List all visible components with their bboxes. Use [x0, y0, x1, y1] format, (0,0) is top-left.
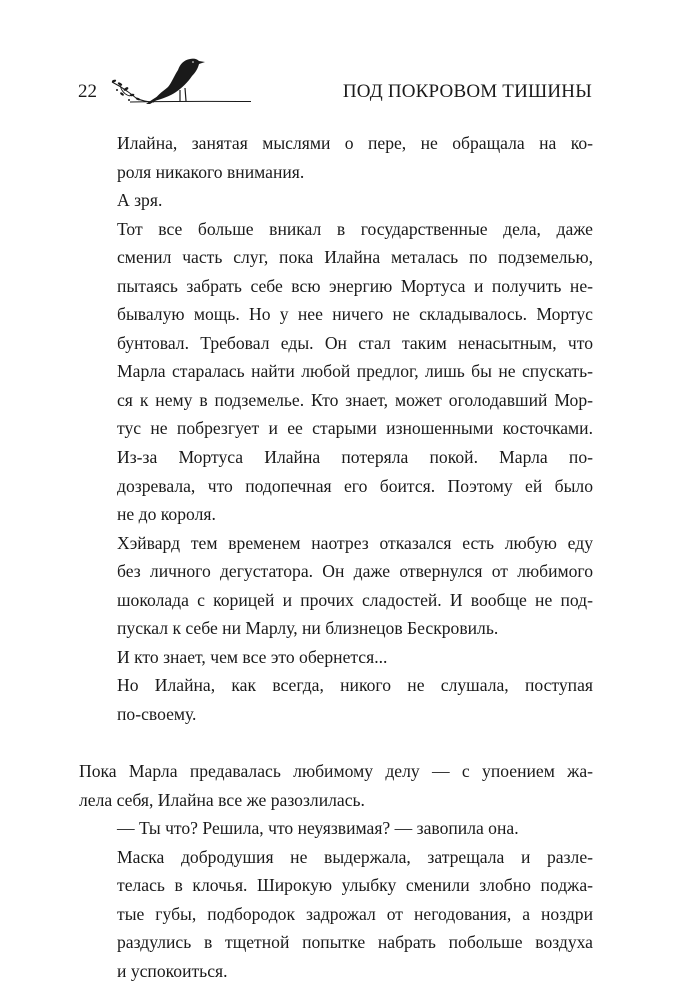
text-line: и успокоиться. [117, 960, 228, 981]
text-line: по-своему. [117, 703, 197, 724]
text-line: Пока Марла предавалась любимому делу — с упоением жа- [79, 761, 593, 782]
text-line: — Ты что? Решила, что неуязвимая? — завопила она. [117, 818, 519, 839]
text-line: Тот все больше вникал в государственные дела, даже [117, 218, 593, 239]
paragraph [79, 814, 593, 843]
text-line: Но Илайна, как всегда, никого не слушала, поступая [117, 675, 593, 696]
text-line: телась в клочья. Широкую улыбку сменили злобно поджа- [117, 875, 593, 896]
text-line: пытаясь забрать себе всю энергию Мортуса и получить не- [117, 275, 593, 296]
text-line: бывалую мощь. Но у нее ничего не складывалось. Мортус [117, 304, 593, 325]
text-line: А зря. [117, 190, 163, 211]
text-line: Из-за Мортуса Илайна потеряла покой. Марла по- [117, 447, 593, 468]
text-line: Маска добродушия не выдержала, затрещала и разле- [117, 846, 593, 867]
text-line: Илайна, занятая мыслями о пере, не обращала на ко- [117, 133, 593, 153]
text-line: ся к нему в подземелье. Кто знает, может оголодавший Мор- [117, 389, 593, 410]
page-body-text [79, 129, 593, 985]
page-number: 22 [78, 81, 97, 102]
scene-break [79, 728, 593, 757]
text-line: сменил часть слуг, пока Илайна металась по подземелью, [117, 247, 593, 268]
paragraph [79, 843, 593, 986]
paragraph [79, 443, 593, 529]
text-line: не до короля. [117, 504, 216, 525]
running-head-title: ПОД ПОКРОВОМ ТИШИНЫ [342, 81, 592, 102]
paragraph [79, 215, 593, 443]
text-line: Хэйвард тем временем наотрез отказался есть любую еду [117, 532, 593, 553]
paragraph [79, 129, 593, 186]
text-line: без личного дегустатора. Он даже отвернулся от любимого [117, 561, 593, 582]
paragraph [79, 643, 593, 672]
text-line: раздулись в тщетной попытке набрать побольше воздуха [117, 932, 593, 953]
paragraph [79, 529, 593, 643]
text-line: тус не побрезгует и ее старыми изношенными косточками. [117, 418, 593, 439]
text-line: Марла старалась найти любой предлог, лишь бы не спускать- [117, 361, 593, 382]
text-line: лела себя, Илайна все же разозлилась. [79, 789, 365, 810]
paragraph [79, 671, 593, 728]
text-line: дозревала, что подопечная его боится. Поэтому ей было [117, 475, 593, 496]
text-line: пускал к себе ни Марлу, ни близнецов Бескровиль. [117, 618, 499, 639]
text-line: бунтовал. Требовал еды. Он стал таким ненасытным, что [117, 332, 593, 353]
paragraph [79, 186, 593, 215]
text-line: И кто знает, чем все это обернется... [117, 646, 388, 667]
text-line: роля никакого внимания. [117, 161, 305, 182]
text-line: шоколада с корицей и прочих сладостей. И вообще не под- [117, 589, 593, 610]
raven-on-branch-icon [110, 52, 252, 110]
paragraph [79, 757, 593, 814]
text-line: тые губы, подбородок задрожал от негодования, а ноздри [117, 903, 593, 924]
